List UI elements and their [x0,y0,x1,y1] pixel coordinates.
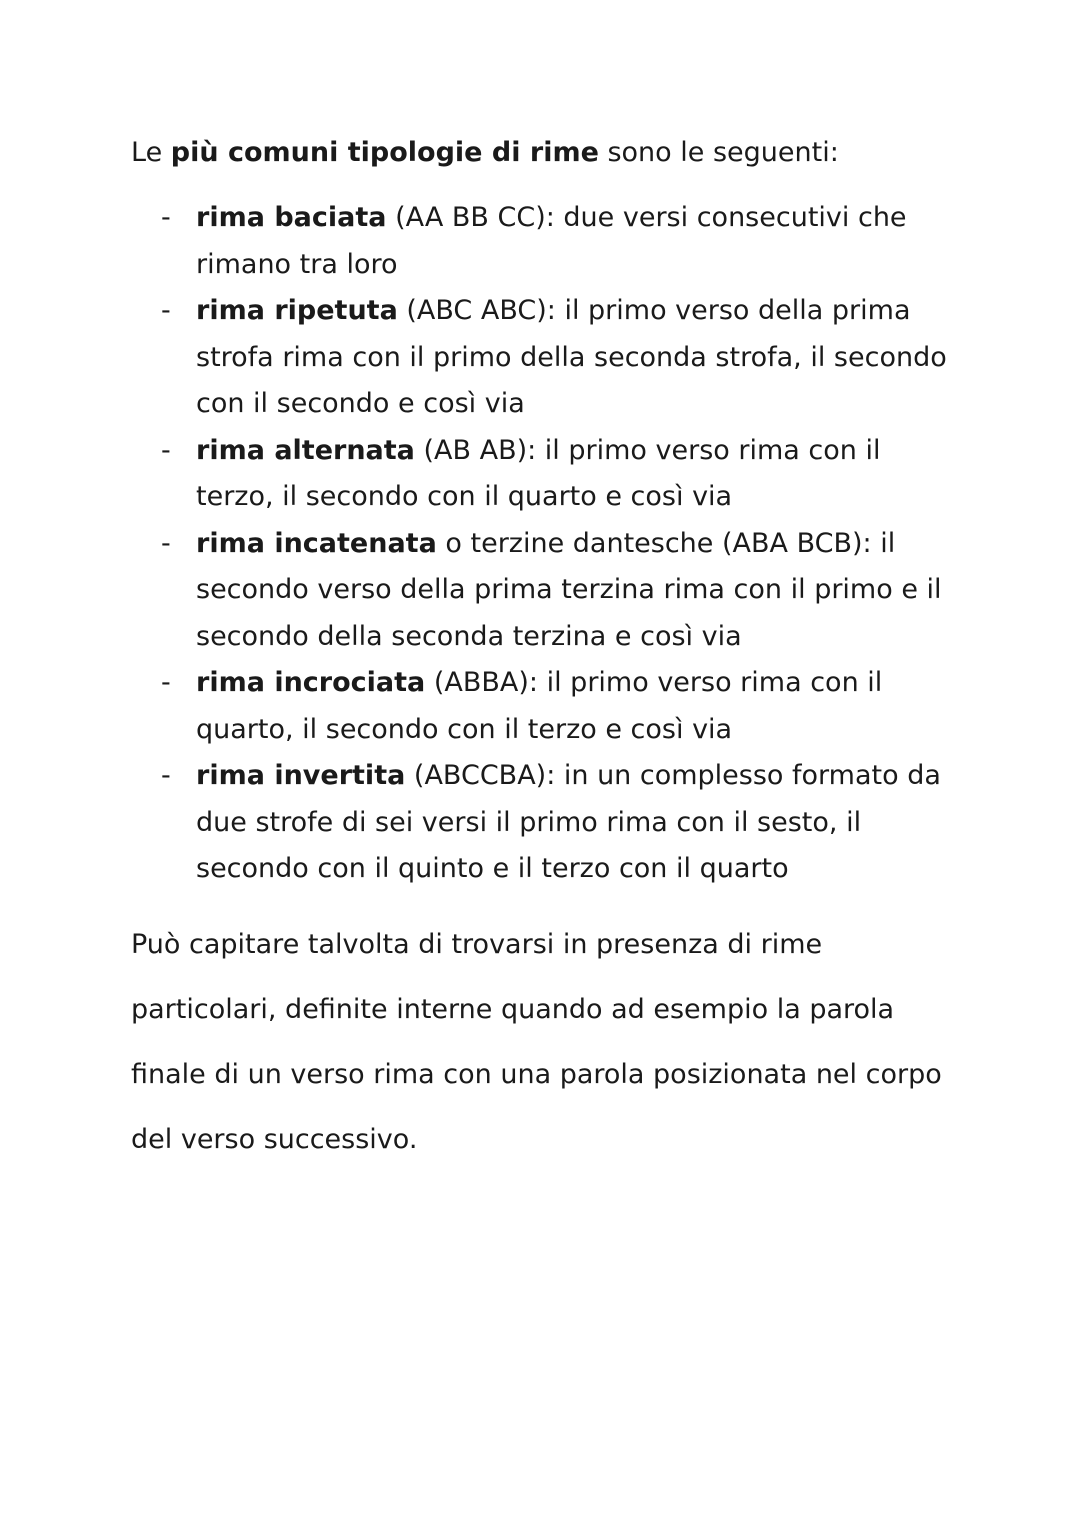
rhyme-description: (AB AB): il primo verso rima con il terzo, il secondo con il quarto e così via [196,434,881,512]
list-dash: - [161,202,171,233]
rhyme-description: o terzine dantesche (ABA BCB): il secondo verso della prima terzina rima con il primo e il secondo della seconda terzina e così via [196,527,942,652]
intro-paragraph [131,133,951,173]
list-item-rima-invertita [131,753,961,893]
list-item-rima-ripetuta [131,288,961,428]
rhyme-term: rima invertita [196,760,406,791]
rhyme-term: rima incatenata [196,527,437,559]
rhyme-description: (ABBA): il primo verso rima con il quarto, il secondo con il terzo e così via [196,667,883,745]
rhyme-description: (ABC ABC): il primo verso della prima strofa rima con il primo della seconda strofa, il secondo con il secondo e così via [196,295,947,419]
intro-bold-phrase: più comuni tipologie di rime [170,137,599,168]
list-dash: - [161,760,171,791]
rhyme-term: rima baciata [196,202,387,233]
list-item-rima-incrociata [131,660,961,753]
rhyme-description: (ABCCBA): in un complesso formato da due strofe di sei versi il primo rima con il sesto, il secondo con il quinto e il terzo con il quarto [196,760,941,884]
list-dash: - [161,295,171,326]
intro-prefix: Le [131,137,171,168]
list-item-rima-incatenata [131,521,961,661]
list-item-rima-alternata [131,428,961,521]
rhyme-term: rima alternata [196,434,415,466]
list-item-rima-baciata [131,195,961,288]
rhyme-term: rima incrociata [196,667,426,698]
rhyme-types-list [131,195,961,893]
rhyme-term: rima ripetuta [196,295,398,326]
list-dash: - [161,527,171,559]
closing-paragraph: Può capitare talvolta di trovarsi in presenza di rime particolari, definite interne quando ad esempio la parola finale di un verso rima con una parola posizionata nel corpo del verso successivo. [131,929,942,1155]
list-dash: - [161,667,171,698]
intro-suffix: sono le seguenti: [598,137,839,168]
list-dash: - [161,434,171,466]
rhyme-description: (AA BB CC): due versi consecutivi che rimano tra loro [196,202,907,280]
